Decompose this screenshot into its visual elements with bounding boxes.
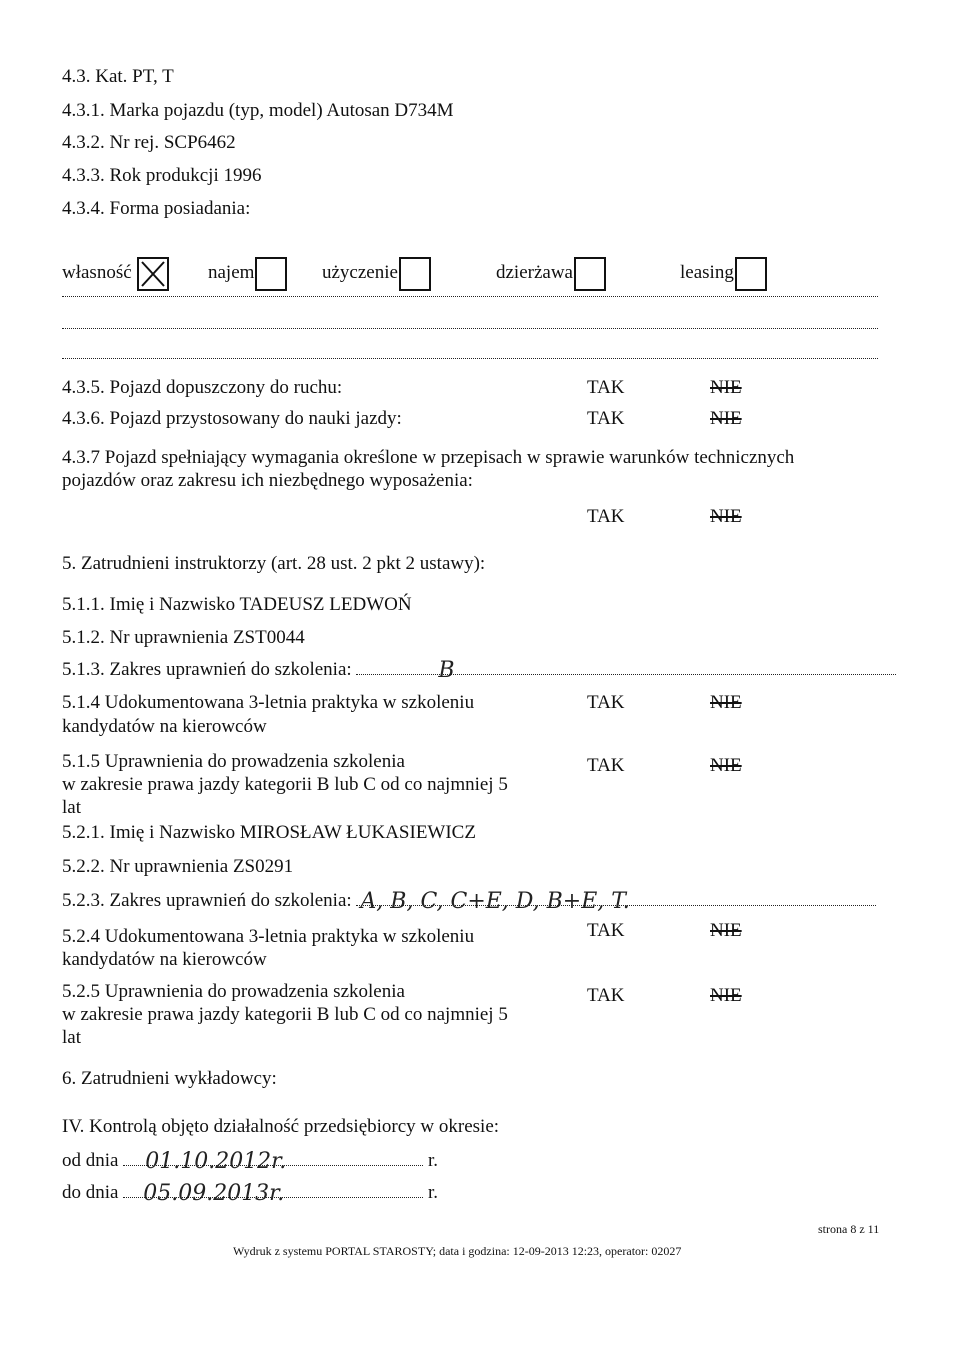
- scope-label: 5.1.3. Zakres uprawnień do szkolenia:: [62, 659, 352, 680]
- road-approved-label: 4.3.5. Pojazd dopuszczony do ruchu:: [62, 377, 343, 398]
- period-to: [62, 1182, 438, 1204]
- lecturers-heading: 6. Zatrudnieni wykładowcy:: [62, 1068, 277, 1089]
- dotted-line: [62, 328, 878, 329]
- instructor-1-scope: [62, 659, 878, 681]
- ownership-label: najem: [208, 262, 255, 283]
- r-suffix: r.: [427, 1150, 438, 1171]
- handwritten-scope: B: [438, 658, 455, 683]
- nie-option-crossed: NIE: [710, 985, 742, 1006]
- ownership-option-leasing: [680, 256, 767, 291]
- period-from: [62, 1150, 438, 1172]
- instructor-1-license: 5.1.2. Nr uprawnienia ZST0044: [62, 627, 305, 648]
- instructor-1-practice-line2: kandydatów na kierowców: [62, 716, 267, 737]
- instructor-1-authorization-line3: lat: [62, 797, 81, 818]
- ownership-label: dzierżawa: [496, 262, 573, 283]
- instructor-1-authorization-line2: w zakresie prawa jazdy kategorii B lub C od co najmniej 5: [62, 774, 508, 795]
- tak-option: TAK: [587, 692, 625, 713]
- handwritten-from-date: 01.10.2012r.: [145, 1149, 287, 1174]
- nie-option-crossed: NIE: [710, 408, 742, 429]
- instructor-2-authorization-line1: 5.2.5 Uprawnienia do prowadzenia szkolenia: [62, 981, 405, 1002]
- instructor-1-practice-line1: 5.1.4 Udokumentowana 3-letnia praktyka w szkoleniu: [62, 692, 475, 713]
- instructor-2-authorization-line2: w zakresie prawa jazdy kategorii B lub C od co najmniej 5: [62, 1004, 508, 1025]
- handwritten-scope: A, B, C, C+E, D, B+E, T.: [360, 889, 630, 914]
- technical-requirements-line2: pojazdów oraz zakresu ich niezbędnego wyposażenia:: [62, 470, 473, 491]
- tak-option: TAK: [587, 408, 625, 429]
- instructors-heading: 5. Zatrudnieni instruktorzy (art. 28 ust. 2 pkt 2 ustawy):: [62, 553, 486, 574]
- print-footer: Wydruk z systemu PORTAL STAROSTY; data i godzina: 12-09-2013 12:23, operator: 02027: [233, 1244, 682, 1258]
- driving-school-adapted-label: 4.3.6. Pojazd przystosowany do nauki jazdy:: [62, 408, 402, 429]
- instructor-2-name: 5.2.1. Imię i Nazwisko MIROSŁAW ŁUKASIEWICZ: [62, 822, 476, 843]
- registration-number: 4.3.2. Nr rej. SCP6462: [62, 132, 236, 153]
- checkbox-empty[interactable]: [255, 257, 287, 291]
- instructor-1-name: 5.1.1. Imię i Nazwisko TADEUSZ LEDWOŃ: [62, 594, 412, 615]
- checkbox-checked[interactable]: [137, 257, 169, 291]
- vehicle-make: 4.3.1. Marka pojazdu (typ, model) Autosan D734M: [62, 100, 454, 121]
- from-fill-line: [123, 1149, 423, 1174]
- checkbox-empty[interactable]: [399, 257, 431, 291]
- to-fill-line: [123, 1181, 423, 1206]
- nie-option-crossed: NIE: [710, 920, 742, 941]
- instructor-2-practice-line1: 5.2.4 Udokumentowana 3-letnia praktyka w szkoleniu: [62, 926, 475, 947]
- checkbox-empty[interactable]: [574, 257, 606, 291]
- nie-option-crossed: NIE: [710, 377, 742, 398]
- section-4-3: 4.3. Kat. PT, T: [62, 66, 174, 87]
- ownership-label: leasing: [680, 262, 734, 283]
- tak-option: TAK: [587, 920, 625, 941]
- ownership-label: własność: [62, 262, 132, 283]
- ownership-form-label: 4.3.4. Forma posiadania:: [62, 198, 251, 219]
- nie-option-crossed: NIE: [710, 692, 742, 713]
- instructor-2-license: 5.2.2. Nr uprawnienia ZS0291: [62, 856, 294, 877]
- technical-requirements-line1: 4.3.7 Pojazd spełniający wymagania określone w przepisach w sprawie warunków technicznych: [62, 447, 795, 468]
- scope-fill-line: [356, 658, 896, 683]
- page-number: strona 8 z 11: [818, 1222, 880, 1236]
- ownership-label: użyczenie: [322, 262, 398, 283]
- handwritten-to-date: 05.09.2013r.: [143, 1181, 285, 1206]
- instructor-2-practice-line2: kandydatów na kierowców: [62, 949, 267, 970]
- r-suffix: r.: [427, 1182, 438, 1203]
- dotted-line: [62, 358, 878, 359]
- inspection-period-heading: IV. Kontrolą objęto działalność przedsiębiorcy w okresie:: [62, 1116, 500, 1137]
- ownership-option-najem: [208, 256, 287, 291]
- ownership-option-uzyczenie: [322, 256, 431, 291]
- checkbox-empty[interactable]: [735, 257, 767, 291]
- instructor-1-authorization-line1: 5.1.5 Uprawnienia do prowadzenia szkolenia: [62, 751, 405, 772]
- instructor-2-authorization-line3: lat: [62, 1027, 81, 1048]
- scope-fill-line: [356, 889, 876, 914]
- instructor-2-scope: [62, 890, 878, 912]
- tak-option: TAK: [587, 755, 625, 776]
- tak-option: TAK: [587, 985, 625, 1006]
- scope-label: 5.2.3. Zakres uprawnień do szkolenia:: [62, 890, 352, 911]
- tak-option: TAK: [587, 377, 625, 398]
- production-year: 4.3.3. Rok produkcji 1996: [62, 165, 262, 186]
- dotted-line: [62, 296, 878, 297]
- checkmark-x-icon: [139, 259, 167, 289]
- nie-option-crossed: NIE: [710, 506, 742, 527]
- to-label: do dnia: [62, 1182, 119, 1203]
- ownership-option-wlasnosc: [62, 256, 169, 291]
- tak-option: TAK: [587, 506, 625, 527]
- nie-option-crossed: NIE: [710, 755, 742, 776]
- from-label: od dnia: [62, 1150, 119, 1171]
- ownership-option-dzierzawa: [496, 256, 606, 291]
